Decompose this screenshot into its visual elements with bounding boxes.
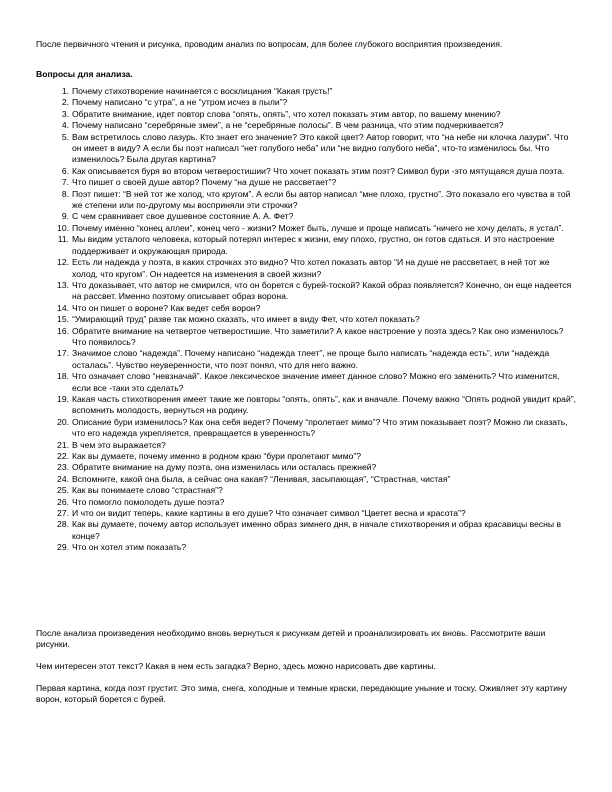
question-text: Почему стихотворение начинается с восклицания “Какая грусть!”	[72, 86, 333, 96]
question-text: Вам встретилось слово лазурь. Кто знает его значение? Это какой цвет? Автор говорит, что “на небе ни клочка лазури”. Что он имеет в виду? А если бы поэт написал “нет голубого неба” или “не видно голубого неба”, что-то изменилось бы. Что изменилось? Была другая картина?	[72, 131, 569, 165]
question-text: Обратите внимание на думу поэта, она изменилась или осталась прежней?	[72, 462, 377, 473]
question-text: Обратите внимание, идет повтор слова “опять, опять”, что хотел показать этим автор, по вашему мнению?	[72, 108, 501, 119]
question-number: 4.	[61, 120, 69, 131]
question-number: 12.	[57, 257, 69, 268]
question-item	[36, 211, 576, 222]
question-text: Как вы понимаете слово “страстная”?	[72, 485, 223, 496]
question-item	[36, 326, 576, 349]
question-number: 27.	[57, 508, 69, 519]
question-number: 8.	[61, 188, 69, 199]
question-text: Что означает слово “невзначай”. Какое лексическое значение имеет данное слово? Можно его заменить? Что изменится, если все -таки это сделать?	[72, 371, 560, 393]
question-text: В чем это выражается?	[72, 439, 166, 450]
question-number: 25.	[57, 485, 69, 496]
question-item	[36, 132, 576, 166]
question-text: Как описывается буря во втором четверостишии? Что хочет показать этим поэт? Символ бури -это мятущаяся душа поэта.	[72, 165, 565, 176]
question-number: 11.	[57, 234, 69, 245]
question-item	[36, 234, 576, 257]
outro-paragraph-1: После анализа произведения необходимо вновь вернуться к рисункам детей и проанализировать их вновь. Рассмотрите ваши рисунки.	[36, 628, 546, 650]
question-number: 17.	[57, 348, 69, 359]
question-text: “Умирающий труд” разве так можно сказать, что имеет в виду Фет, что хотел показать?	[72, 314, 420, 325]
question-number: 24.	[57, 473, 69, 484]
question-text: Вспомните, какой она была, а сейчас она какая? “Ленивая, засыпающая”, “Страстная, чистая”	[72, 473, 451, 484]
outro-paragraph-2: Чем интересен этот текст? Какая в нем есть загадка? Верно, здесь можно нарисовать две картины.	[36, 661, 436, 671]
question-item	[36, 394, 576, 417]
question-item	[36, 314, 576, 325]
outro-paragraph-3: Первая картина, когда поэт грустит. Это зима, снега, холодные и темные краски, передающие уныние и тоску. Оживляет эту картину ворон, который борется с бурей.	[36, 683, 568, 705]
question-text: Что доказывает, что автор не смирился, что он борется с бурей-тоской? Какой образ появляется? Конечно, он еще надеется на рассвет. Именно поэтому описывает образ ворона.	[72, 279, 572, 302]
question-item	[36, 303, 576, 314]
question-item	[36, 485, 576, 496]
question-number: 28.	[57, 519, 69, 530]
question-number: 6.	[61, 165, 69, 176]
question-item	[36, 348, 576, 371]
question-text: Как вы думаете, почему именно в родном краю “бури пролетают мимо”?	[72, 451, 362, 461]
question-text: Обратите внимание на четвертое четверостишие. Что заметили? А какое настроение у поэта здесь? Как оно изменилось? Что появилось?	[72, 325, 564, 347]
question-text: Значимое слово “надежда”. Почему написано “надежда тлеет”, не проще было написать “надежда есть”, или “надежда осталась”. Чувство неуверенности, что поэт понял, что для него важно.	[72, 348, 550, 370]
question-number: 19.	[57, 393, 69, 404]
question-item	[36, 97, 576, 108]
question-number: 26.	[57, 496, 69, 507]
question-text: Какая часть стихотворения имеет такие же повторы “опять, опять”, как и вначале. Почему важно “Опять родной увидит край”, вспомнить молодость, вернуться на родину.	[72, 393, 577, 416]
question-text: Поэт пишет: “В ней тот же холод, что кругом”. А если бы автор написал “мне плохо, грустно”. Это показало его чувства в той же степени или по-другому мы восприняли эти строчки?	[72, 188, 571, 211]
question-number: 13.	[57, 279, 69, 290]
question-item	[36, 519, 576, 542]
question-number: 22.	[57, 451, 69, 461]
section-heading: Вопросы для анализа.	[36, 69, 133, 79]
question-item	[36, 166, 576, 177]
question-number: 14.	[57, 302, 69, 313]
question-item	[36, 86, 576, 97]
question-number: 5.	[61, 131, 69, 142]
question-item	[36, 462, 576, 473]
question-number: 18.	[57, 371, 69, 382]
question-item	[36, 257, 576, 280]
intro-paragraph: После первичного чтения и рисунка, проводим анализ по вопросам, для более глубокого восприятия произведения.	[36, 39, 503, 49]
question-number: 3.	[61, 108, 69, 119]
question-number: 2.	[61, 97, 69, 108]
question-number: 7.	[61, 177, 69, 188]
question-text: Почему написано “с утра”, а не “утром исчез в пыли”?	[72, 97, 288, 108]
question-text: Что он пишет о вороне? Как ведет себя ворон?	[72, 302, 261, 313]
question-item	[36, 177, 576, 188]
question-text: И что он видит теперь, какие картины в его душе? Что означает символ “Цветет весна и красота”?	[72, 508, 466, 519]
question-item	[36, 440, 576, 451]
question-item	[36, 371, 576, 394]
question-item	[36, 109, 576, 120]
question-number: 9.	[61, 211, 69, 222]
question-text: Почему написано “серебряные змеи”, а не “серебряные полосы”. В чем разница, что этим подчеркивается?	[72, 120, 504, 131]
question-item	[36, 120, 576, 131]
question-item	[36, 417, 576, 440]
question-item	[36, 542, 576, 553]
question-item	[36, 508, 576, 519]
question-text: С чем сравнивает свое душевное состояние А. А. Фет?	[72, 211, 294, 222]
question-text: Что пишет о своей душе автор? Почему “на душе не рассветает”?	[72, 177, 337, 188]
questions-list	[36, 86, 576, 554]
question-item	[36, 280, 576, 303]
question-number: 29.	[57, 542, 69, 553]
question-text: Как вы думаете, почему автор использует именно образ зимнего дня, в начале стихотворения и образ красавицы весны в конце?	[72, 519, 562, 541]
question-item	[36, 497, 576, 508]
question-item	[36, 474, 576, 485]
question-number: 16.	[57, 325, 69, 336]
question-item	[36, 223, 576, 234]
question-text: Описание бури изменилось? Как она себя ведет? Почему “пролетает мимо”? Что этим показывает поэт? Можно ли сказать, что его надежда укрепляется, превращается в уверенность?	[72, 416, 568, 439]
question-number: 15.	[57, 314, 69, 325]
question-text: Мы видим усталого человека, который потерял интерес к жизни, ему плохо, грустно, он готов сдаться. И это настроение поддерживает и окружающая природа.	[72, 234, 555, 256]
question-item	[36, 451, 576, 462]
question-text: Что он хотел этим показать?	[72, 542, 187, 553]
question-number: 23.	[57, 462, 69, 473]
question-number: 20.	[57, 416, 69, 427]
question-text: Есть ли надежда у поэта, в каких строчках это видно? Что хотел показать автор “И на душе не рассветает, в ней тот же холод, что кругом”. Он надеется на изменения в своей жизни?	[72, 257, 550, 279]
question-text: Что помогло помолодеть душе поэта?	[72, 496, 225, 507]
question-item	[36, 189, 576, 212]
question-number: 1.	[61, 86, 69, 96]
question-number: 21.	[57, 439, 69, 450]
question-number: 10.	[57, 222, 69, 233]
question-text: Почему именно “конец аллеи”, конец чего - жизни? Может быть, лучше и проще написать “ничего не хочу делать, я устал”.	[72, 222, 564, 233]
